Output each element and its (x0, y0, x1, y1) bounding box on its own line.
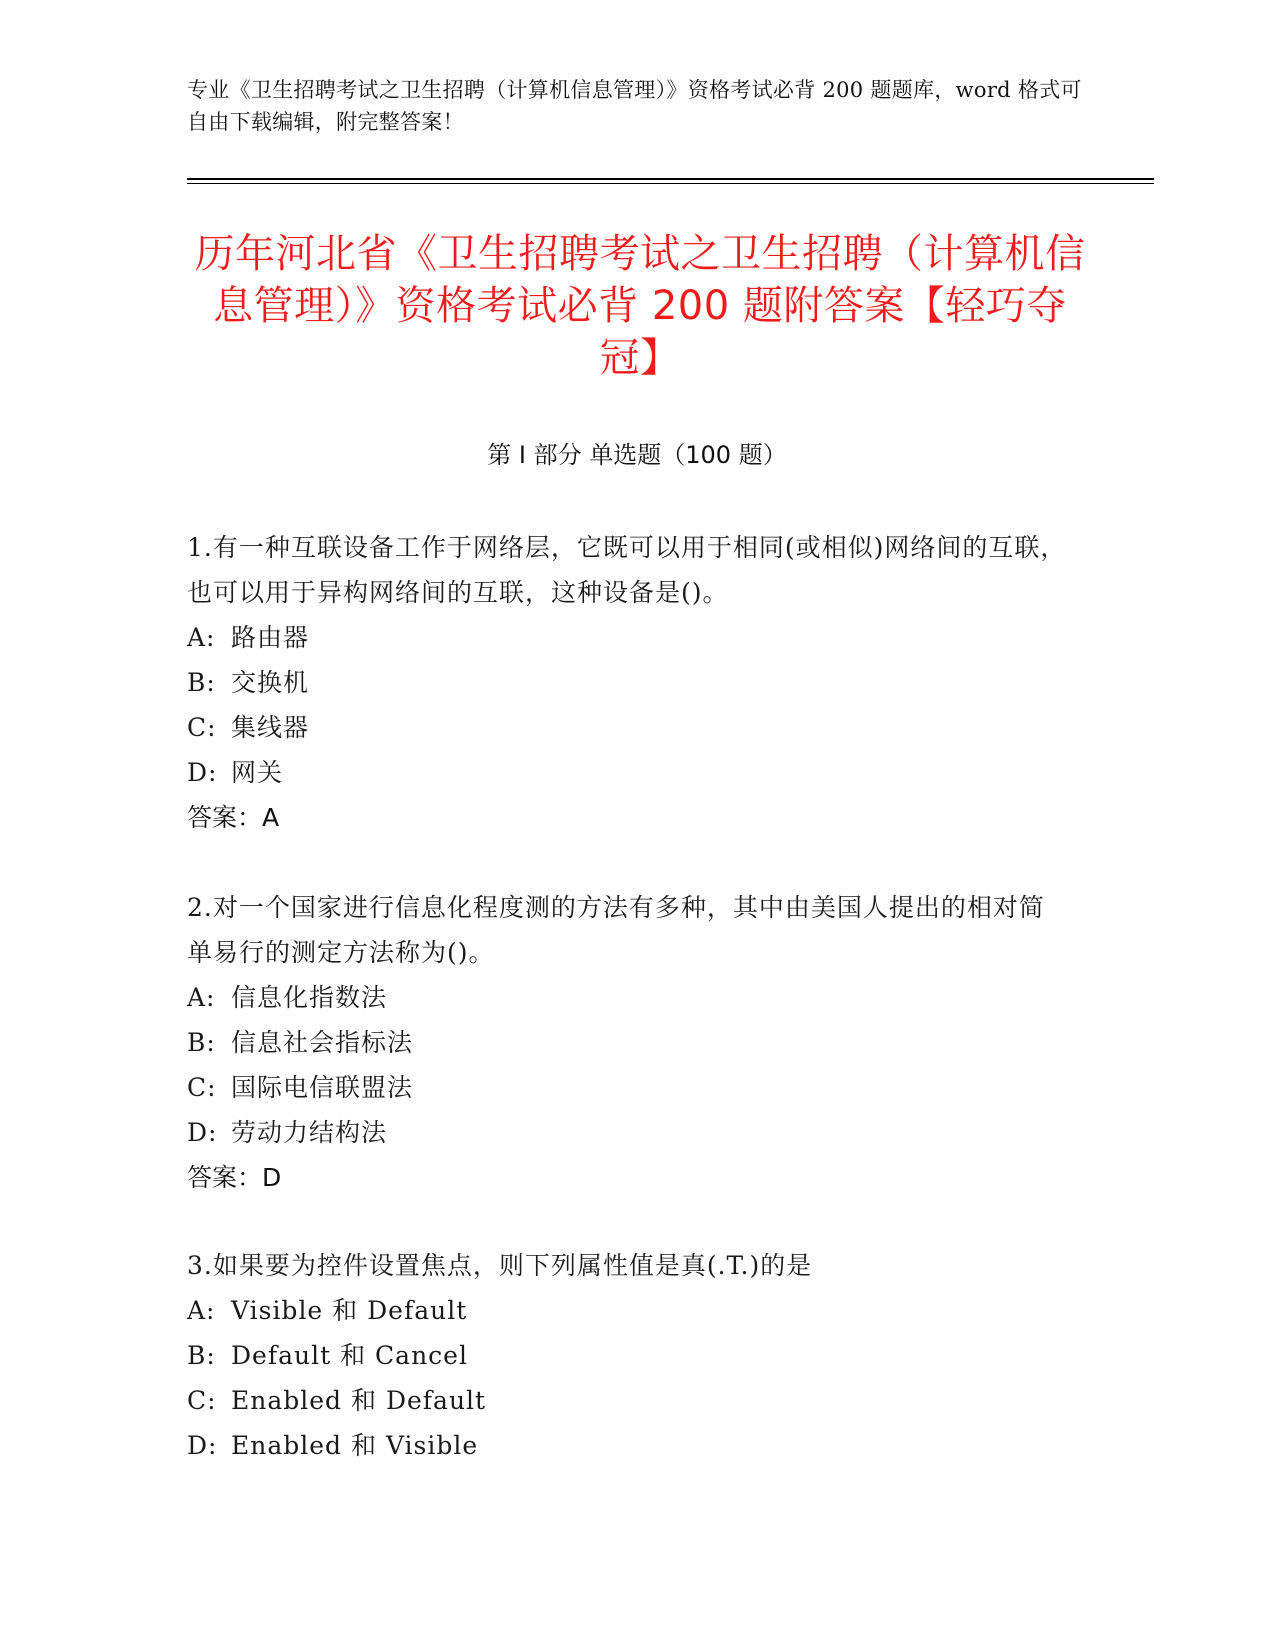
option-text: 交换机 (231, 668, 310, 697)
option-key: C: (187, 1073, 217, 1102)
header-note: 专业《卫生招聘考试之卫生招聘（计算机信息管理）》资格考试必背 200 题题库，word 格式可自由下载编辑，附完整答案！ (187, 78, 1082, 134)
header-divider-thin (187, 183, 1154, 184)
option-c (187, 1065, 1067, 1110)
option-key: C: (187, 713, 217, 742)
option-text: Enabled 和 Visible (231, 1431, 479, 1460)
option-text: Enabled 和 Default (231, 1386, 487, 1415)
option-b (187, 1020, 1067, 1065)
question-stem: 3.如果要为控件设置焦点，则下列属性值是真(.T.)的是 (187, 1251, 813, 1280)
option-text: Default 和 Cancel (231, 1341, 468, 1370)
option-key: B: (187, 1341, 216, 1370)
header-divider-thick (187, 178, 1154, 180)
document-title: 历年河北省《卫生招聘考试之卫生招聘（计算机信息管理）》资格考试必背 200 题附答案【轻巧夺冠】 (194, 231, 1086, 381)
section-title: 第 I 部分 单选题（100 题） (487, 441, 787, 469)
answer-label: 答案：A (187, 803, 280, 832)
option-text: 信息化指数法 (231, 983, 388, 1012)
option-key: D: (187, 758, 218, 787)
option-text: 国际电信联盟法 (231, 1073, 414, 1102)
option-key: B: (187, 1028, 216, 1057)
question-1 (187, 525, 1067, 840)
option-key: D: (187, 1118, 218, 1147)
option-d (187, 1110, 1067, 1155)
option-text: 集线器 (231, 713, 310, 742)
option-key: A: (187, 983, 216, 1012)
option-c (187, 1378, 1067, 1423)
option-d (187, 750, 1067, 795)
question-stem: 2.对一个国家进行信息化程度测的方法有多种，其中由美国人提出的相对简单易行的测定方法称为()。 (187, 893, 1045, 967)
option-text: 信息社会指标法 (231, 1028, 414, 1057)
option-text: 路由器 (231, 623, 310, 652)
option-a (187, 1288, 1067, 1333)
option-a (187, 975, 1067, 1020)
question-stem: 1.有一种互联设备工作于网络层，它既可以用于相同(或相似)网络间的互联，也可以用于异构网络间的互联，这种设备是()。 (187, 533, 1067, 607)
option-key: D: (187, 1431, 218, 1460)
question-2 (187, 885, 1067, 1200)
option-text: 劳动力结构法 (231, 1118, 388, 1147)
option-text: Visible 和 Default (231, 1296, 468, 1325)
option-key: B: (187, 668, 216, 697)
option-text: 网关 (231, 758, 284, 787)
option-b (187, 1333, 1067, 1378)
option-b (187, 660, 1067, 705)
option-key: A: (187, 623, 216, 652)
answer-label: 答案：D (187, 1163, 282, 1192)
option-d (187, 1423, 1067, 1468)
option-c (187, 705, 1067, 750)
option-key: A: (187, 1296, 216, 1325)
option-key: C: (187, 1386, 217, 1415)
question-3 (187, 1243, 1067, 1468)
option-a (187, 615, 1067, 660)
